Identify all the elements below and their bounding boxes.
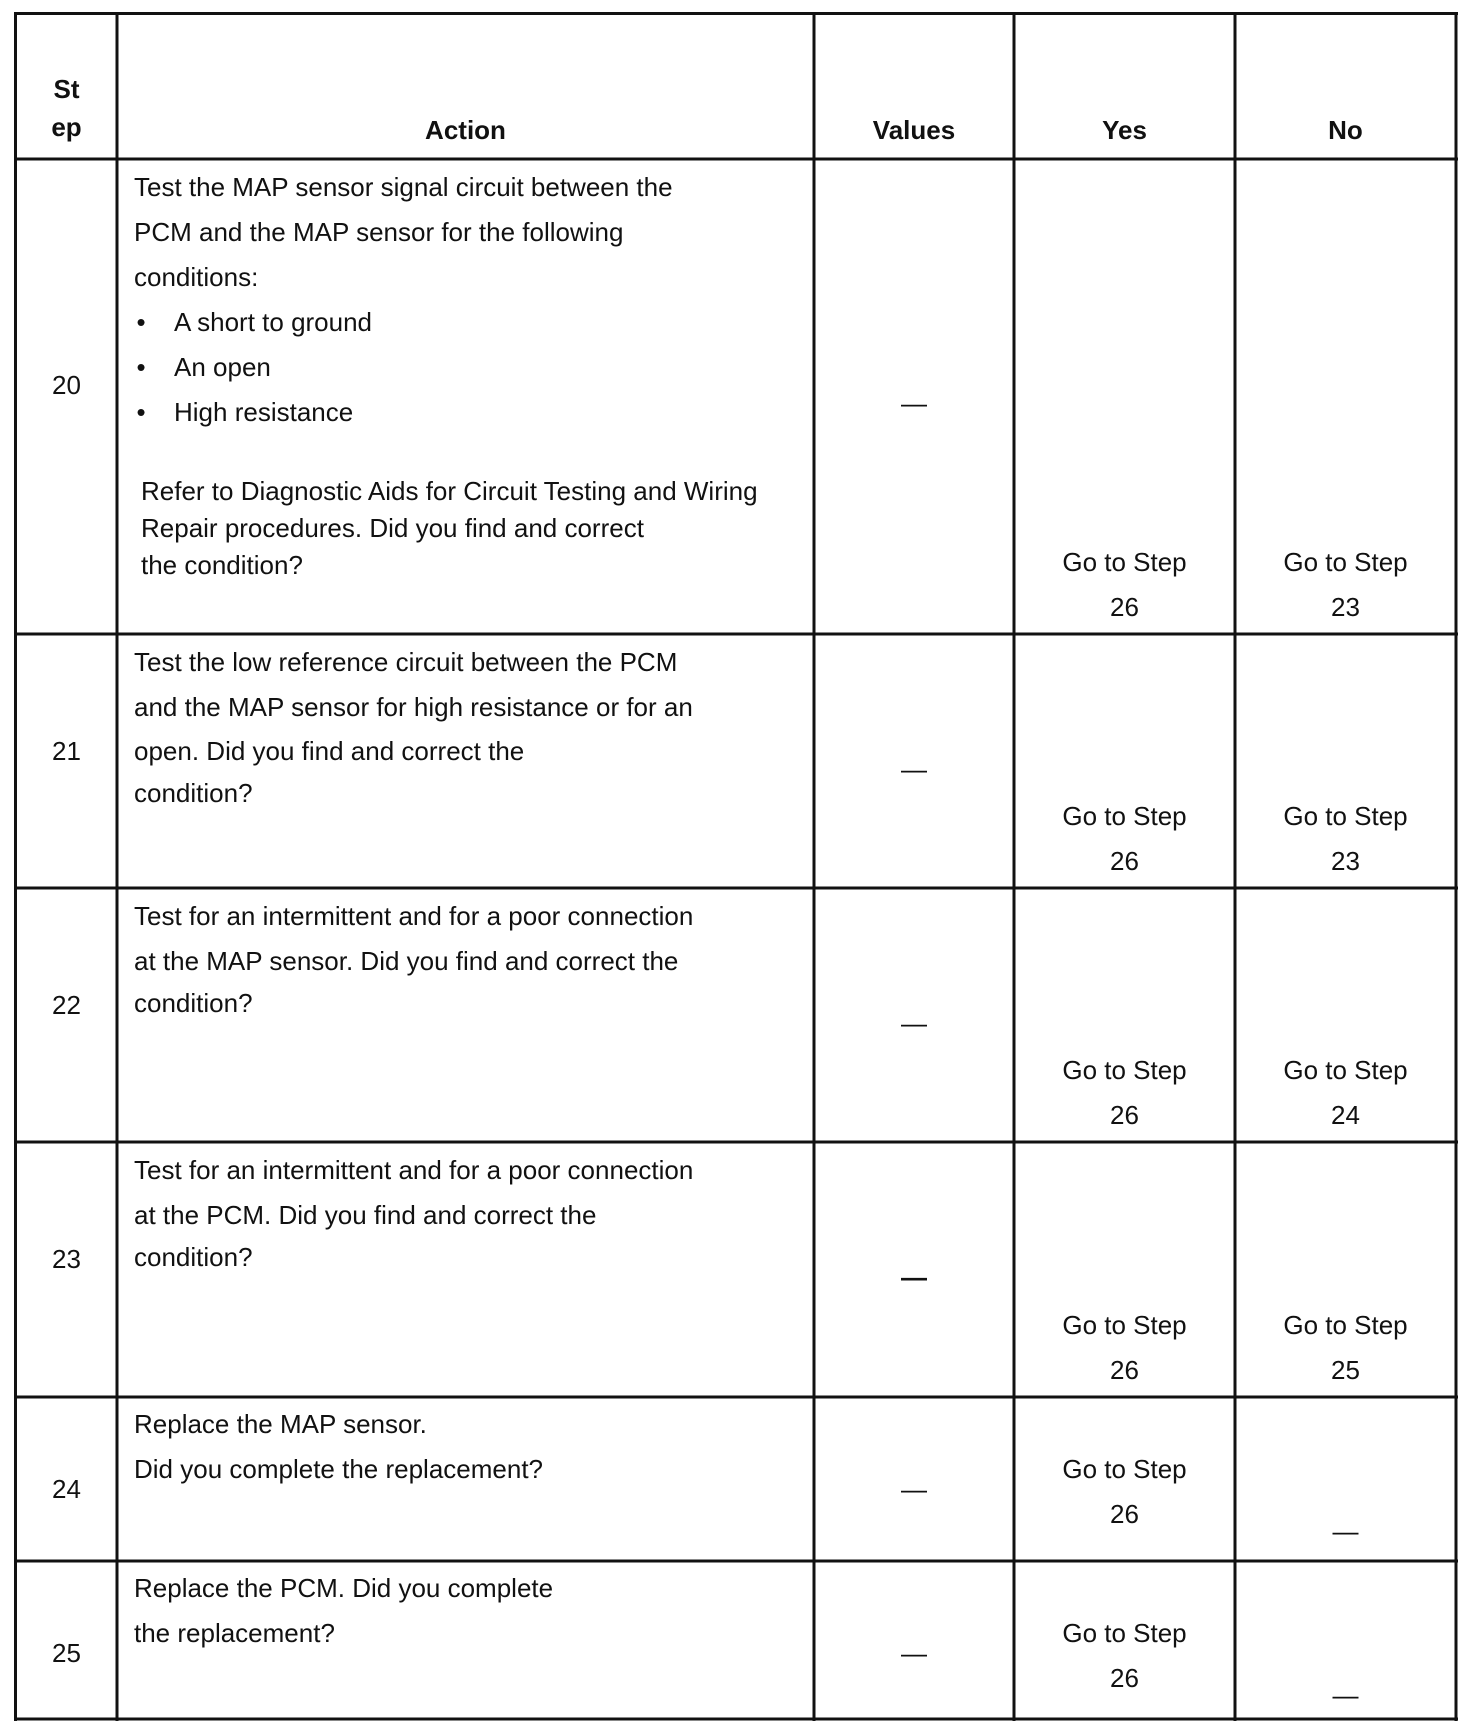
go-to-step-label: Go to Step (1062, 547, 1187, 577)
values-20: — (901, 388, 927, 418)
action-line: Test for an intermittent and for a poor connection (134, 901, 694, 931)
yes-25 (1015, 1611, 1234, 1701)
list-item-text: An open (174, 352, 271, 382)
yes-23 (1015, 1303, 1234, 1393)
go-to-step-number: 26 (1110, 1499, 1139, 1529)
step-24: 24 (52, 1474, 81, 1504)
action-line: and the MAP sensor for high resistance or for an (134, 692, 693, 722)
header-step (17, 70, 116, 146)
go-to-step-number: 23 (1331, 592, 1360, 622)
action-24 (134, 1402, 809, 1492)
action-line: the replacement? (134, 1618, 335, 1648)
note-line: Repair procedures. Did you find and correct (141, 513, 644, 543)
yes-24 (1015, 1447, 1234, 1537)
note-line: the condition? (141, 550, 303, 580)
go-to-step-number: 26 (1110, 1355, 1139, 1385)
diagnostic-note (134, 473, 809, 584)
header-step-line2: ep (51, 112, 82, 142)
action-25 (134, 1566, 809, 1656)
action-line: PCM and the MAP sensor for the following (134, 217, 624, 247)
list-item (134, 300, 809, 345)
step-20: 20 (52, 370, 81, 400)
list-item-text: A short to ground (174, 307, 373, 337)
values-24: — (901, 1474, 927, 1504)
go-to-step-label: Go to Step (1283, 1055, 1408, 1085)
action-21 (134, 640, 809, 814)
list-item (134, 345, 809, 390)
values-25: — (901, 1638, 927, 1668)
action-line: Replace the PCM. Did you complete (134, 1573, 554, 1603)
go-to-step-label: Go to Step (1283, 1310, 1408, 1340)
values-23: — (901, 1262, 927, 1292)
bullet-icon: • (136, 397, 146, 427)
no-22 (1236, 1048, 1455, 1138)
no-20 (1236, 540, 1455, 630)
go-to-step-label: Go to Step (1062, 1310, 1187, 1340)
yes-22 (1015, 1048, 1234, 1138)
condition-list (134, 300, 809, 435)
no-25: — (1332, 1680, 1359, 1710)
go-to-step-label: Go to Step (1283, 801, 1408, 831)
go-to-step-label: Go to Step (1062, 1454, 1187, 1484)
note-line: Refer to Diagnostic Aids for Circuit Testing and Wiring (141, 476, 758, 506)
action-line: conditions: (134, 262, 259, 292)
go-to-step-number: 23 (1331, 846, 1360, 876)
action-22 (134, 894, 809, 1022)
header-step-line1: St (53, 74, 80, 104)
action-line: condition? (134, 988, 253, 1018)
action-line: at the PCM. Did you find and correct the (134, 1200, 597, 1230)
go-to-step-label: Go to Step (1062, 801, 1187, 831)
action-line: Test the MAP sensor signal circuit between the (134, 172, 673, 202)
action-line: Replace the MAP sensor. (134, 1409, 427, 1439)
go-to-step-number: 26 (1110, 592, 1139, 622)
no-24: — (1332, 1516, 1359, 1546)
action-line: at the MAP sensor. Did you find and correct the (134, 946, 679, 976)
go-to-step-label: Go to Step (1062, 1618, 1187, 1648)
values-21: — (901, 754, 927, 784)
action-line: Test the low reference circuit between the PCM (134, 647, 678, 677)
list-item-text: High resistance (174, 397, 354, 427)
list-item (134, 390, 809, 435)
go-to-step-number: 26 (1110, 846, 1139, 876)
yes-20 (1015, 540, 1234, 630)
action-line: Test for an intermittent and for a poor connection (134, 1155, 694, 1185)
header-no: No (1328, 115, 1363, 145)
header-action: Action (425, 115, 506, 145)
action-line: open. Did you find and correct the (134, 736, 525, 766)
diagnostic-table (14, 12, 1458, 1721)
action-23 (134, 1148, 809, 1276)
no-23 (1236, 1303, 1455, 1393)
no-21 (1236, 794, 1455, 884)
step-22: 22 (52, 990, 81, 1020)
header-yes: Yes (1102, 115, 1147, 145)
go-to-step-number: 25 (1331, 1355, 1360, 1385)
go-to-step-label: Go to Step (1283, 547, 1408, 577)
step-23: 23 (52, 1244, 81, 1274)
step-21: 21 (52, 736, 81, 766)
go-to-step-number: 24 (1331, 1100, 1360, 1130)
action-line: condition? (134, 1242, 253, 1272)
action-20 (134, 165, 809, 584)
bullet-icon: • (136, 352, 146, 382)
header-values: Values (872, 115, 956, 145)
go-to-step-label: Go to Step (1062, 1055, 1187, 1085)
step-25: 25 (52, 1638, 81, 1668)
action-line: Did you complete the replacement? (134, 1454, 544, 1484)
go-to-step-number: 26 (1110, 1100, 1139, 1130)
values-22: — (901, 1008, 927, 1038)
action-line: condition? (134, 778, 253, 808)
go-to-step-number: 26 (1110, 1663, 1139, 1693)
yes-21 (1015, 794, 1234, 884)
bullet-icon: • (136, 307, 146, 337)
